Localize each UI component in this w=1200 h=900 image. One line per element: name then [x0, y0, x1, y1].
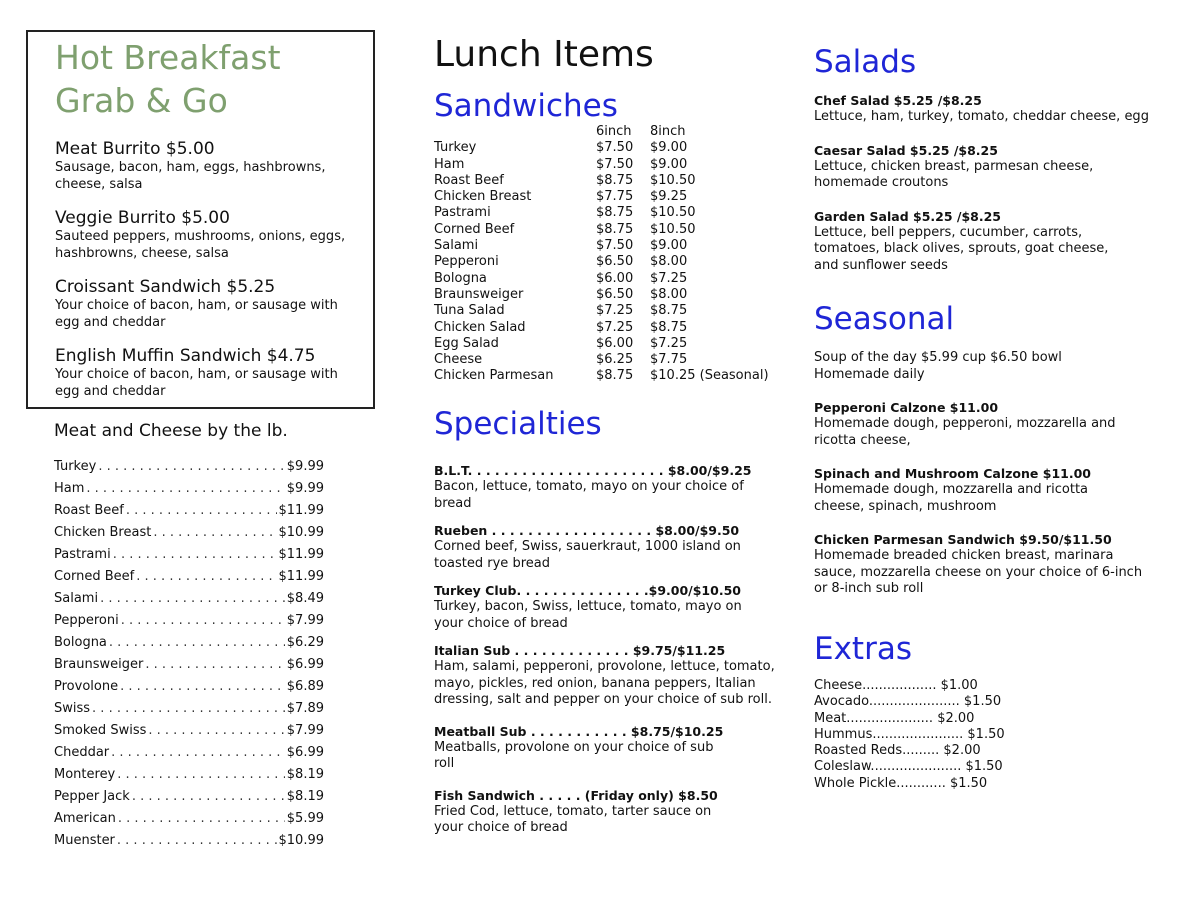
table-row	[434, 173, 769, 189]
breakfast-item	[55, 345, 373, 400]
price-6inch: $8.75	[596, 221, 634, 237]
item-price: $8.19	[286, 789, 324, 804]
specialty-desc: Meatballs, provolone on your choice of sub roll	[434, 739, 714, 771]
meat-cheese-row	[54, 742, 324, 764]
price-6inch: $6.00	[596, 335, 634, 351]
price-8inch: $7.75	[650, 352, 688, 368]
meat-cheese-row	[54, 522, 324, 544]
breakfast-item	[55, 138, 373, 193]
specialty-desc: Corned beef, Swiss, sauerkraut, 1000 island on toasted rye bread	[434, 539, 741, 571]
breakfast-item	[55, 276, 373, 331]
item-price: $7.99	[286, 723, 324, 738]
price-6inch: $6.50	[596, 254, 634, 270]
table-row	[434, 238, 769, 254]
specialty-item	[434, 787, 799, 837]
price-8inch: $10.25 (Seasonal)	[650, 368, 769, 384]
price-8inch: $9.00	[650, 238, 688, 254]
salads-list	[814, 92, 1189, 290]
meat-cheese-row	[54, 478, 324, 500]
seasonal-desc: Homemade dough, mozzarella and ricotta cheese, spinach, mushroom	[814, 482, 1089, 514]
price-8inch: $10.50	[650, 205, 696, 221]
item-name: Pastrami	[54, 547, 111, 562]
item-name: Pepperoni	[54, 613, 119, 628]
item-name: Pepper Jack	[54, 789, 130, 804]
specialty-name: Rueben . . . . . . . . . . . . . . . . . . $8.00/$9.50	[434, 523, 740, 538]
breakfast-item-desc: Sausage, bacon, ham, eggs, hashbrowns, cheese, salsa	[55, 160, 326, 192]
seasonal-name: Chicken Parmesan Sandwich $9.50/$11.50	[814, 532, 1112, 547]
table-row	[434, 336, 769, 352]
specialty-name: Meatball Sub . . . . . . . . . . . $8.75/$10.25	[434, 723, 724, 739]
extra-item: Hummus...................... $1.50	[814, 726, 1005, 742]
meat-cheese-row	[54, 654, 324, 676]
price-8inch: $10.50	[650, 172, 696, 188]
seasonal-item	[814, 465, 1189, 515]
price-6inch: $7.50	[596, 238, 634, 254]
sandwich-name: Chicken Breast	[434, 189, 532, 205]
sandwich-name: Pastrami	[434, 205, 491, 221]
item-price: $5.99	[286, 811, 324, 826]
price-6inch: $6.50	[596, 286, 634, 302]
sandwiches-heading: Sandwiches	[434, 88, 618, 124]
item-price: $6.89	[286, 679, 324, 694]
sandwich-name: Bologna	[434, 270, 487, 286]
price-6inch: $7.25	[596, 303, 634, 319]
extra-item: Avocado...................... $1.50	[814, 694, 1002, 710]
price-6inch: $8.75	[596, 172, 634, 188]
salad-desc: Lettuce, bell peppers, cucumber, carrots, tomatoes, black olives, sprouts, goat cheese, and sunflower seeds	[814, 224, 1109, 273]
specialty-item	[434, 462, 799, 512]
sandwich-name: Roast Beef	[434, 172, 504, 188]
item-name: Smoked Swiss	[54, 723, 147, 738]
sandwich-name: Egg Salad	[434, 335, 499, 351]
item-price: $8.49	[286, 591, 324, 606]
table-row	[434, 222, 769, 238]
specialties-list	[434, 462, 799, 847]
specialty-item	[434, 582, 799, 632]
extras-list	[814, 678, 1005, 792]
soup-note: Homemade daily	[814, 366, 925, 382]
price-6inch: $7.50	[596, 140, 634, 156]
breakfast-item-name: English Muffin Sandwich $4.75	[55, 346, 316, 366]
table-row	[434, 157, 769, 173]
price-6inch: $8.75	[596, 205, 634, 221]
breakfast-title-line2: Grab & Go	[55, 81, 228, 120]
meat-cheese-row	[54, 632, 324, 654]
item-name: Chicken Breast	[54, 525, 152, 540]
item-name: Turkey	[54, 459, 97, 474]
meat-cheese-row	[54, 588, 324, 610]
meat-cheese-row	[54, 830, 324, 852]
table-row	[434, 205, 769, 221]
salad-desc: Lettuce, chicken breast, parmesan cheese, homemade croutons	[814, 158, 1094, 190]
sandwich-name: Pepperoni	[434, 254, 499, 270]
price-6inch: $6.00	[596, 270, 634, 286]
item-name: Corned Beef	[54, 569, 135, 584]
specialty-item	[434, 522, 799, 572]
soup-item	[814, 350, 1189, 383]
price-6inch: $7.50	[596, 156, 634, 172]
specialty-name: Turkey Club. . . . . . . . . . . . . . .$9.00/$10.50	[434, 583, 741, 598]
item-name: Salami	[54, 591, 99, 606]
sandwich-name: Salami	[434, 238, 479, 254]
item-price: $9.99	[286, 481, 324, 496]
sandwich-name: Chicken Salad	[434, 319, 526, 335]
price-8inch: $8.00	[650, 254, 688, 270]
salad-desc: Lettuce, ham, turkey, tomato, cheddar cheese, egg	[814, 109, 1149, 124]
meat-cheese-row	[54, 500, 324, 522]
sandwich-name: Chicken Parmesan	[434, 368, 554, 384]
sandwich-name: Corned Beef	[434, 221, 515, 237]
meat-cheese-row	[54, 808, 324, 830]
meat-cheese-row	[54, 544, 324, 566]
meat-cheese-row	[54, 676, 324, 698]
item-price: $7.99	[286, 613, 324, 628]
sandwich-name: Tuna Salad	[434, 303, 505, 319]
table-row	[434, 287, 769, 303]
breakfast-title-line1: Hot Breakfast	[55, 38, 281, 77]
seasonal-desc: Homemade dough, pepperoni, mozzarella and ricotta cheese,	[814, 416, 1116, 448]
salad-name: Garden Salad $5.25 /$8.25	[814, 208, 1001, 224]
table-row	[434, 189, 769, 205]
item-price: $7.89	[286, 701, 324, 716]
price-8inch: $8.75	[650, 319, 688, 335]
table-row	[434, 320, 769, 336]
extra-item: Roasted Reds......... $2.00	[814, 743, 981, 759]
specialty-item	[434, 723, 799, 773]
specialty-item	[434, 642, 799, 709]
seasonal-name: Spinach and Mushroom Calzone $11.00	[814, 466, 1091, 481]
price-8inch: $8.00	[650, 286, 688, 302]
price-8inch: $9.25	[650, 189, 688, 205]
price-6inch: $8.75	[596, 368, 634, 384]
salad-item	[814, 208, 1189, 275]
item-name: Muenster	[54, 833, 115, 848]
seasonal-item	[814, 399, 1189, 449]
table-row	[434, 271, 769, 287]
item-price: $11.99	[278, 503, 324, 518]
extra-item: Coleslaw...................... $1.50	[814, 759, 1003, 775]
price-6inch: $7.75	[596, 189, 634, 205]
meat-cheese-row	[54, 566, 324, 588]
extra-item: Cheese.................. $1.00	[814, 678, 978, 693]
table-row	[434, 352, 769, 368]
price-8inch: $7.25	[650, 270, 688, 286]
item-name: Ham	[54, 481, 85, 496]
breakfast-item-name: Meat Burrito $5.00	[55, 139, 215, 159]
price-8inch: $10.50	[650, 221, 696, 237]
sandwich-name: Cheese	[434, 352, 483, 368]
item-price: $10.99	[278, 525, 324, 540]
item-name: Braunsweiger	[54, 657, 144, 672]
item-name: Cheddar	[54, 745, 110, 760]
item-price: $6.29	[286, 635, 324, 650]
meat-cheese-row	[54, 764, 324, 786]
item-price: $11.99	[278, 547, 324, 562]
item-price: $6.99	[286, 657, 324, 672]
item-price: $9.99	[286, 459, 324, 474]
breakfast-item-name: Croissant Sandwich $5.25	[55, 277, 276, 297]
meat-cheese-heading: Meat and Cheese by the lb.	[54, 421, 288, 441]
item-name: Swiss	[54, 701, 91, 716]
salad-item	[814, 142, 1189, 192]
item-name: American	[54, 811, 116, 826]
extra-item: Whole Pickle............ $1.50	[814, 775, 988, 791]
salad-name: Chef Salad $5.25 /$8.25	[814, 93, 982, 108]
extras-heading: Extras	[814, 631, 912, 667]
lunch-title: Lunch Items	[434, 34, 654, 75]
table-row	[434, 303, 769, 319]
specialty-desc: Fried Cod, lettuce, tomato, tarter sauce on your choice of bread	[434, 803, 712, 835]
item-name: Monterey	[54, 767, 116, 782]
meat-cheese-row	[54, 786, 324, 808]
salads-heading: Salads	[814, 44, 917, 80]
seasonal-desc: Homemade breaded chicken breast, marinara sauce, mozzarella cheese on your choice of 6-inch or 8-inch sub roll	[814, 548, 1143, 596]
breakfast-list	[55, 138, 373, 400]
specialty-name: B.L.T. . . . . . . . . . . . . . . . . . . . . . $8.00/$9.25	[434, 463, 752, 478]
sandwich-name: Ham	[434, 156, 465, 172]
specialty-desc: Bacon, lettuce, tomato, mayo on your choice of bread	[434, 479, 744, 511]
table-row	[434, 254, 769, 270]
meat-cheese-list	[54, 456, 324, 852]
breakfast-item-desc: Your choice of bacon, ham, or sausage with egg and cheddar	[55, 367, 338, 399]
col-8inch-header: 8inch	[650, 124, 686, 139]
price-6inch: $6.25	[596, 352, 634, 368]
breakfast-item-name: Veggie Burrito $5.00	[55, 208, 230, 228]
specialty-desc: Turkey, bacon, Swiss, lettuce, tomato, mayo on your choice of bread	[434, 599, 742, 631]
seasonal-list	[814, 350, 1189, 614]
price-8inch: $8.75	[650, 303, 688, 319]
soup-price-line: Soup of the day $5.99 cup $6.50 bowl	[814, 350, 1062, 365]
price-8inch: $9.00	[650, 156, 688, 172]
specialty-desc: Ham, salami, pepperoni, provolone, lettuce, tomato, mayo, pickles, red onion, banana peppers, Italian dressing, salt and pepper on your choice of sub roll.	[434, 659, 775, 707]
item-name: Bologna	[54, 635, 107, 650]
seasonal-item	[814, 531, 1189, 598]
seasonal-heading: Seasonal	[814, 301, 955, 337]
item-price: $10.99	[278, 833, 324, 848]
item-price: $8.19	[286, 767, 324, 782]
item-price: $6.99	[286, 745, 324, 760]
sandwich-price-table	[434, 124, 769, 385]
extra-item: Meat..................... $2.00	[814, 710, 975, 726]
item-name: Roast Beef	[54, 503, 124, 518]
breakfast-item-desc: Sauteed peppers, mushrooms, onions, eggs, hashbrowns, cheese, salsa	[55, 229, 346, 261]
seasonal-name: Pepperoni Calzone $11.00	[814, 400, 999, 415]
breakfast-title	[55, 36, 373, 122]
salad-item	[814, 92, 1189, 126]
item-price: $11.99	[278, 569, 324, 584]
specialties-heading: Specialties	[434, 406, 602, 442]
hot-breakfast-box	[26, 30, 375, 409]
meat-cheese-row	[54, 610, 324, 632]
salad-name: Caesar Salad $5.25 /$8.25	[814, 142, 998, 158]
table-row	[434, 140, 769, 156]
specialty-name: Italian Sub . . . . . . . . . . . . . $9.75/$11.25	[434, 643, 726, 658]
meat-cheese-row	[54, 456, 324, 478]
breakfast-item-desc: Your choice of bacon, ham, or sausage with egg and cheddar	[55, 298, 338, 330]
item-name: Provolone	[54, 679, 119, 694]
price-8inch: $7.25	[650, 335, 688, 351]
breakfast-item	[55, 207, 373, 262]
specialty-name: Fish Sandwich . . . . . (Friday only) $8.50	[434, 787, 718, 803]
col-6inch-header: 6inch	[596, 124, 632, 139]
sandwich-name: Braunsweiger	[434, 286, 524, 302]
price-8inch: $9.00	[650, 140, 688, 156]
meat-cheese-row	[54, 698, 324, 720]
table-row	[434, 368, 769, 384]
table-header-row	[434, 124, 769, 140]
price-6inch: $7.25	[596, 319, 634, 335]
meat-cheese-row	[54, 720, 324, 742]
sandwich-name: Turkey	[434, 140, 477, 156]
